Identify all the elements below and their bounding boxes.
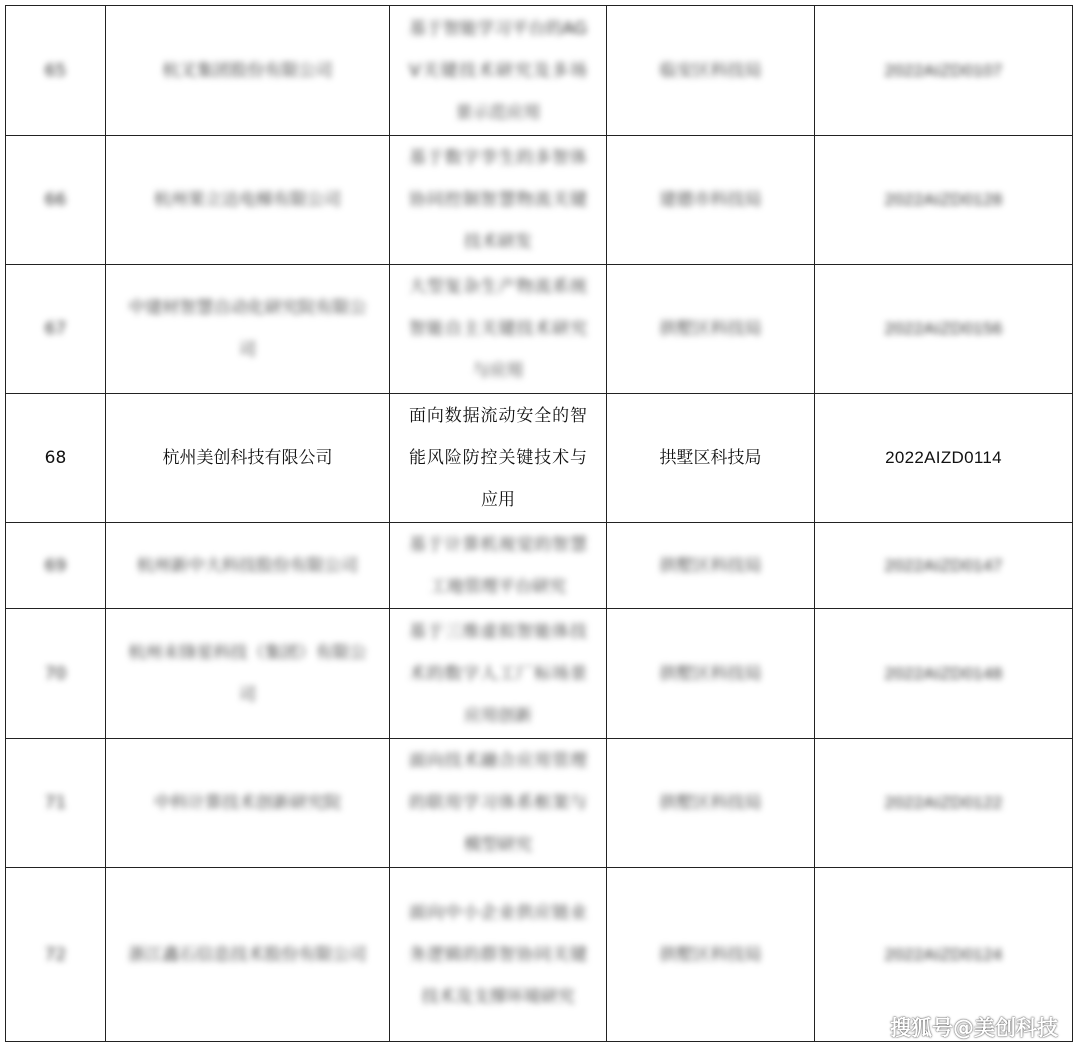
code-cell — [815, 136, 1073, 265]
company-name: 杭州美创科技有限公司 — [162, 448, 333, 468]
row-number: 67 — [44, 319, 67, 339]
row-number: 66 — [44, 190, 67, 210]
company-cell — [106, 136, 390, 265]
recommending-bureau: 建德市科技局 — [659, 190, 762, 210]
row-number: 68 — [44, 448, 67, 468]
project-code: 2022AIZD0114 — [885, 448, 1002, 467]
row-number-cell — [6, 609, 106, 739]
topic-cell — [390, 609, 607, 739]
row-number: 72 — [44, 944, 67, 965]
table-row — [6, 394, 1073, 523]
topic-cell — [390, 265, 607, 394]
company-name: 中科计算技术创新研究院 — [154, 793, 341, 813]
project-code: 2022AIZD0107 — [884, 60, 1003, 80]
bureau-cell — [607, 739, 815, 868]
company-cell — [106, 523, 390, 609]
topic-cell — [390, 394, 607, 523]
company-name: 中建材智慧自动化研究院有限公司 — [128, 298, 367, 360]
bureau-cell — [607, 609, 815, 739]
row-number: 70 — [44, 663, 67, 684]
code-cell — [815, 394, 1073, 523]
recommending-bureau: 拱墅区科技局 — [659, 793, 762, 813]
project-code: 2022AIZD0156 — [884, 319, 1003, 338]
table-row — [6, 6, 1073, 136]
project-table — [5, 5, 1073, 1042]
project-topic: 基于计算机视觉的智慧工地管理平台研究 — [409, 534, 587, 597]
bureau-cell — [607, 136, 815, 265]
row-number: 69 — [44, 555, 67, 576]
row-number-cell — [6, 523, 106, 609]
bureau-cell — [607, 394, 815, 523]
table-row — [6, 739, 1073, 868]
bureau-cell — [607, 265, 815, 394]
row-number: 71 — [44, 793, 67, 813]
topic-cell — [390, 868, 607, 1042]
table-row — [6, 136, 1073, 265]
project-code: 2022AIZD0122 — [884, 793, 1003, 812]
company-cell — [106, 739, 390, 868]
table-row — [6, 609, 1073, 739]
topic-cell — [390, 523, 607, 609]
company-name: 杭州未锋星科技（集团）有限公司 — [128, 642, 367, 705]
topic-cell — [390, 739, 607, 868]
project-topic: 面向数据流动安全的智能风险防控关键技术与应用 — [409, 406, 587, 510]
code-cell — [815, 523, 1073, 609]
company-name: 杭叉集团股份有限公司 — [162, 60, 333, 81]
recommending-bureau: 拱墅区科技局 — [659, 555, 762, 576]
company-cell — [106, 6, 390, 136]
project-topic: 基于智能学习平台的AGV关键技术研究及多场景示范应用 — [409, 18, 587, 123]
row-number-cell — [6, 136, 106, 265]
company-cell — [106, 609, 390, 739]
code-cell — [815, 739, 1073, 868]
project-code: 2022AIZD0124 — [884, 944, 1003, 964]
project-table-body — [6, 6, 1073, 1042]
row-number-cell — [6, 6, 106, 136]
project-code: 2022AIZD0148 — [884, 663, 1003, 683]
row-number-cell — [6, 265, 106, 394]
topic-cell — [390, 136, 607, 265]
recommending-bureau: 拱墅区科技局 — [659, 319, 762, 339]
bureau-cell — [607, 868, 815, 1042]
code-cell — [815, 609, 1073, 739]
row-number-cell — [6, 868, 106, 1042]
company-cell — [106, 868, 390, 1042]
recommending-bureau: 拱墅区科技局 — [659, 663, 762, 684]
project-topic: 基于数字孪生的多智体协同控制智慧物流关键技术研发 — [409, 148, 587, 252]
table-row — [6, 265, 1073, 394]
project-code: 2022AIZD0147 — [884, 555, 1003, 575]
company-cell — [106, 265, 390, 394]
recommending-bureau: 拱墅区科技局 — [659, 448, 762, 468]
row-number: 65 — [44, 60, 67, 81]
bureau-cell — [607, 6, 815, 136]
watermark: 搜狐号@美创科技 — [890, 1016, 1058, 1040]
recommending-bureau: 拱墅区科技局 — [659, 944, 762, 965]
project-topic: 大型复杂生产物流系统智能自主关键技术研究与应用 — [409, 277, 587, 381]
table-row — [6, 523, 1073, 609]
topic-cell — [390, 6, 607, 136]
project-topic: 基于三维虚拟智能体技术的数字人工厂标场景应用创新 — [409, 621, 587, 726]
code-cell — [815, 6, 1073, 136]
project-code: 2022AIZD0128 — [884, 190, 1003, 209]
company-cell — [106, 394, 390, 523]
company-name: 浙江鑫石信息技术股份有限公司 — [128, 944, 367, 965]
row-number-cell — [6, 394, 106, 523]
row-number-cell — [6, 739, 106, 868]
code-cell — [815, 265, 1073, 394]
company-name: 杭州果立达电梯有限公司 — [154, 190, 341, 210]
recommending-bureau: 临安区科技局 — [659, 60, 762, 81]
project-topic: 面向中小企业供应链业务逻辑的群智协同关键技术及支撑环境研究 — [409, 902, 587, 1007]
project-topic: 面向技术融合应用管理的联用学习体系框架与模型研究 — [409, 751, 587, 855]
bureau-cell — [607, 523, 815, 609]
company-name: 杭州新中大科技股份有限公司 — [137, 555, 358, 576]
